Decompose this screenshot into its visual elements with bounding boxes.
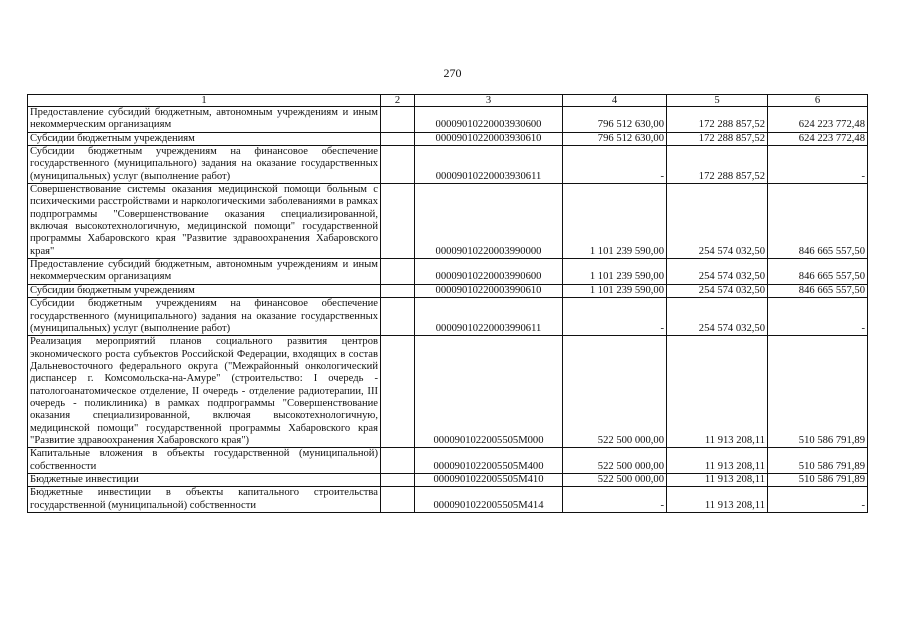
column-header: 1: [28, 95, 381, 107]
table-row: [28, 487, 868, 513]
row-executed-amount: 11 913 208,11: [667, 448, 768, 474]
row-approved-amount: 1 101 239 590,00: [563, 184, 667, 259]
row-description: Предоставление субсидий бюджетным, автономным учреждениям и иным некоммерческим организациям: [28, 107, 381, 133]
column-header: 3: [415, 95, 563, 107]
row-remaining-amount: -: [768, 487, 868, 513]
column-header: 2: [381, 95, 415, 107]
row-executed-amount: 172 288 857,52: [667, 107, 768, 133]
table-row: [28, 448, 868, 474]
row-code: 00009010220003930611: [415, 146, 563, 184]
row-remaining-amount: -: [768, 146, 868, 184]
row-executed-amount: 11 913 208,11: [667, 473, 768, 486]
table-row: [28, 259, 868, 285]
row-remaining-amount: 510 586 791,89: [768, 473, 868, 486]
row-code: 0000901022005505М414: [415, 487, 563, 513]
row-col2: [381, 298, 415, 336]
row-description: Бюджетные инвестиции в объекты капитального строительства государственной (муниципальной) собственности: [28, 487, 381, 513]
row-description: Капитальные вложения в объекты государственной (муниципальной) собственности: [28, 448, 381, 474]
row-approved-amount: 1 101 239 590,00: [563, 284, 667, 297]
row-code: 00009010220003990600: [415, 259, 563, 285]
row-description: Бюджетные инвестиции: [28, 473, 381, 486]
row-remaining-amount: 624 223 772,48: [768, 107, 868, 133]
row-executed-amount: 254 574 032,50: [667, 298, 768, 336]
row-approved-amount: 796 512 630,00: [563, 132, 667, 145]
row-approved-amount: -: [563, 146, 667, 184]
row-code: 00009010220003990000: [415, 184, 563, 259]
table-row: [28, 473, 868, 486]
row-approved-amount: 1 101 239 590,00: [563, 259, 667, 285]
row-executed-amount: 172 288 857,52: [667, 132, 768, 145]
row-executed-amount: 254 574 032,50: [667, 284, 768, 297]
row-approved-amount: -: [563, 298, 667, 336]
table-row: [28, 107, 868, 133]
row-col2: [381, 487, 415, 513]
row-approved-amount: 522 500 000,00: [563, 336, 667, 448]
row-executed-amount: 11 913 208,11: [667, 487, 768, 513]
row-col2: [381, 107, 415, 133]
row-code: 0000901022005505М000: [415, 336, 563, 448]
table-row: [28, 298, 868, 336]
row-code: 00009010220003930600: [415, 107, 563, 133]
row-executed-amount: 172 288 857,52: [667, 146, 768, 184]
row-description: Реализация мероприятий планов социального развития центров экономического роста субъектов Российской Федерации, входящих в состав Дальневосточного федерального округа ("Межрайонный онкологический диспансер г. Комсомольска-на-Амуре" (строительство: I очередь - патологоанатомическое отделение, II очередь - отделение радиотерапии, III очередь - поликлиника) в рамках подпрограммы "Совершенствование оказания специализированной, включая высокотехнологичную, медицинской помощи" государственной программы Хабаровского края "Развитие здравоохранения Хабаровского края"): [28, 336, 381, 448]
row-remaining-amount: 510 586 791,89: [768, 336, 868, 448]
row-remaining-amount: 624 223 772,48: [768, 132, 868, 145]
row-approved-amount: 522 500 000,00: [563, 448, 667, 474]
row-code: 0000901022005505М400: [415, 448, 563, 474]
row-remaining-amount: 846 665 557,50: [768, 184, 868, 259]
row-executed-amount: 11 913 208,11: [667, 336, 768, 448]
row-code: 00009010220003930610: [415, 132, 563, 145]
row-description: Субсидии бюджетным учреждениям на финансовое обеспечение государственного (муниципального) задания на оказание государственных (муниципальных) услуг (выполнение работ): [28, 146, 381, 184]
row-col2: [381, 132, 415, 145]
row-col2: [381, 146, 415, 184]
table-header-row: [28, 95, 868, 107]
row-remaining-amount: -: [768, 298, 868, 336]
table-row: [28, 132, 868, 145]
row-approved-amount: 796 512 630,00: [563, 107, 667, 133]
row-executed-amount: 254 574 032,50: [667, 184, 768, 259]
row-remaining-amount: 510 586 791,89: [768, 448, 868, 474]
table-row: [28, 146, 868, 184]
row-description: Субсидии бюджетным учреждениям: [28, 132, 381, 145]
row-col2: [381, 473, 415, 486]
column-header: 6: [768, 95, 868, 107]
page-number: 270: [443, 66, 462, 80]
row-col2: [381, 336, 415, 448]
row-code: 0000901022005505М410: [415, 473, 563, 486]
row-col2: [381, 184, 415, 259]
table-row: [28, 184, 868, 259]
row-approved-amount: -: [563, 487, 667, 513]
row-col2: [381, 284, 415, 297]
row-description: Субсидии бюджетным учреждениям: [28, 284, 381, 297]
row-col2: [381, 448, 415, 474]
row-description: Предоставление субсидий бюджетным, автономным учреждениям и иным некоммерческим организациям: [28, 259, 381, 285]
table-row: [28, 284, 868, 297]
row-approved-amount: 522 500 000,00: [563, 473, 667, 486]
row-description: Совершенствование системы оказания медицинской помощи больным с психическими расстройствами и наркологическими заболеваниями в рамках подпрограммы "Совершенствование оказания специализированной, включая высокотехнологичную, медицинской помощи" государственной программы Хабаровского края "Развитие здравоохранения Хабаровского края": [28, 184, 381, 259]
row-description: Субсидии бюджетным учреждениям на финансовое обеспечение государственного (муниципального) задания на оказание государственных (муниципальных) услуг (выполнение работ): [28, 298, 381, 336]
column-header: 5: [667, 95, 768, 107]
column-header: 4: [563, 95, 667, 107]
row-remaining-amount: 846 665 557,50: [768, 284, 868, 297]
row-code: 00009010220003990611: [415, 298, 563, 336]
table-row: [28, 336, 868, 448]
row-col2: [381, 259, 415, 285]
row-executed-amount: 254 574 032,50: [667, 259, 768, 285]
row-remaining-amount: 846 665 557,50: [768, 259, 868, 285]
row-code: 00009010220003990610: [415, 284, 563, 297]
budget-execution-table: [27, 94, 868, 513]
